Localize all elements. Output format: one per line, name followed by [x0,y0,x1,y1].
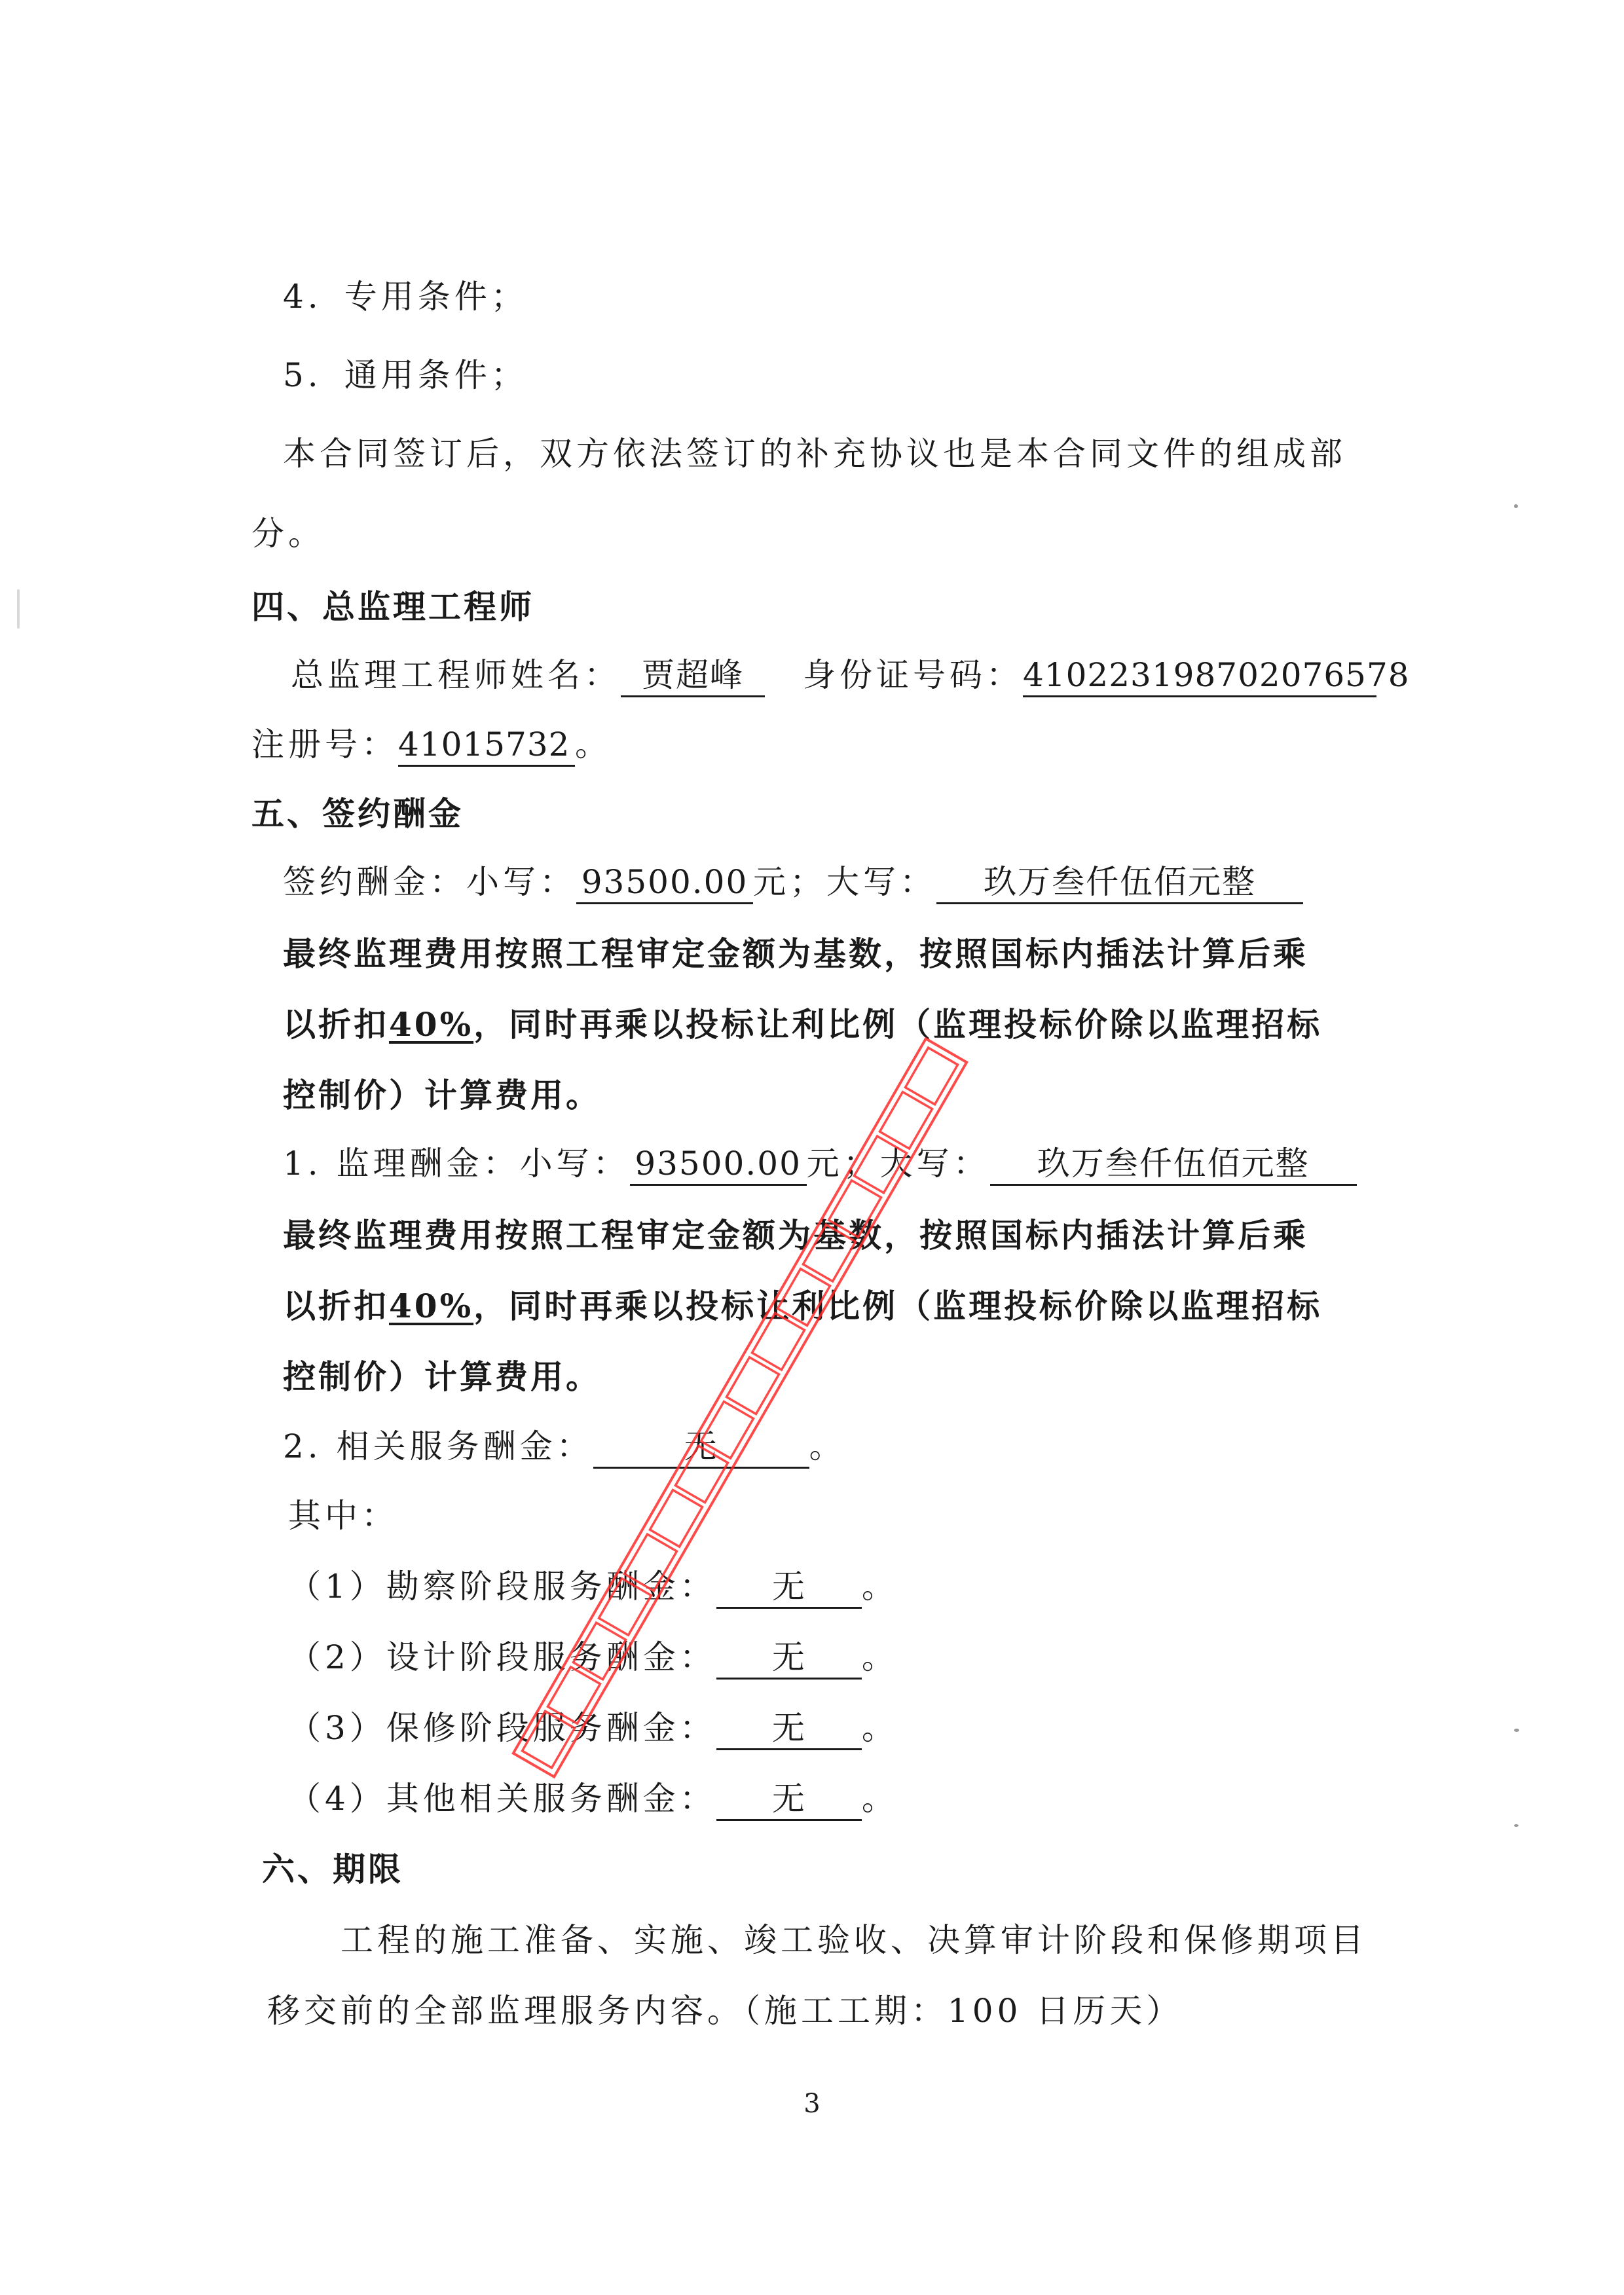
fee-note-2-line-2 [283,1287,1323,1325]
engineer-name-label: 总监理工程师姓名： [291,656,621,694]
related-service-fee-period: 。 [809,1427,846,1465]
page-number: 3 [803,2089,821,2119]
list-number: 4. [283,278,322,316]
contract-fee-line [283,863,1303,904]
registration-period: 。 [575,725,612,763]
supervision-fee-small: 93500.00 [630,1147,807,1186]
fee-note-discount-percent: 40% [389,1005,474,1044]
fee-note-2-discount-percent: 40% [389,1287,474,1325]
fee-note-line-2 [283,1005,1323,1044]
id-number-label: 身份证号码： [803,656,1023,694]
scan-speck [1514,1729,1519,1732]
registration-label: 注册号： [251,725,398,763]
related-service-fee-value: 无 [593,1430,809,1469]
sub-fee-label: （3）保修阶段服务酬金： [288,1709,716,1747]
sub-fee-label: （4）其他相关服务酬金： [288,1780,716,1818]
scan-speck [1514,1824,1519,1827]
sub-fee-period: 。 [861,1780,898,1818]
sub-fee-item [288,1638,898,1680]
sub-fee-item [288,1709,898,1750]
section-heading-chief-engineer: 四、总监理工程师 [251,587,534,626]
list-item [283,278,528,316]
seal-box [879,1092,932,1149]
list-item [283,356,528,394]
sub-fee-item [288,1782,898,1821]
contract-fee-small: 93500.00 [576,866,753,904]
contract-fee-mid: 元；大写： [753,863,936,901]
sub-fee-label: （2）设计阶段服务酬金： [288,1638,716,1676]
registration-line [251,725,612,767]
registration-value: 41015732 [398,728,575,767]
chief-engineer-line [291,656,1410,697]
fee-note-line-1: 最终监理费用按照工程审定金额为基数，按照国标内插法计算后乘 [283,934,1308,973]
list-text: 专用条件； [344,278,528,316]
term-line-1: 工程的施工准备、实施、竣工验收、决算审计阶段和保修期项目 [341,1921,1367,1959]
sub-fee-value: 无 [716,1712,862,1750]
seal-box [650,1490,702,1547]
section-heading-term: 六、期限 [262,1850,403,1888]
supplement-line-2: 分。 [251,515,325,553]
sub-fee-label: （1）勘察阶段服务酬金： [288,1568,716,1606]
seal-box [905,1048,957,1105]
sub-fee-item [288,1570,898,1609]
among-label: 其中： [288,1497,398,1535]
sub-fee-value: 无 [716,1782,862,1821]
fee-note-2-discount-prefix: 以折扣 [283,1287,389,1325]
supervision-fee-line [283,1147,1357,1186]
sub-fee-value: 无 [716,1570,862,1609]
fee-note-2-line-1: 最终监理费用按照工程审定金额为基数，按照国标内插法计算后乘 [283,1216,1308,1255]
scan-speck [1514,504,1518,508]
supervision-fee-label: 1. 监理酬金：小写： [283,1145,630,1183]
contract-fee-label: 签约酬金：小写： [283,863,576,901]
contract-fee-big: 玖万叁仟伍佰元整 [936,866,1303,904]
sub-fee-period: 。 [861,1709,898,1747]
sub-fee-period: 。 [861,1568,898,1606]
term-line-2: 移交前的全部监理服务内容。（施工工期：100 日历天） [267,1992,1183,2030]
related-service-fee-line [283,1427,846,1469]
related-service-fee-label: 2. 相关服务酬金： [283,1427,593,1465]
seal-box [726,1357,779,1414]
sub-fee-period: 。 [861,1638,898,1676]
supervision-fee-mid: 元；大写： [806,1145,990,1183]
supplement-line-1: 本合同签订后，双方依法签订的补充协议也是本合同文件的组成部 [283,435,1346,473]
section-heading-fee: 五、签约酬金 [251,794,464,833]
fee-note-discount-prefix: 以折扣 [283,1005,389,1044]
scan-edge-mark [17,589,20,629]
list-text: 通用条件； [344,356,528,394]
supervision-fee-big: 玖万叁仟伍佰元整 [990,1147,1357,1186]
sub-fee-value: 无 [716,1641,862,1680]
engineer-name-value: 贾超峰 [621,659,765,697]
fee-note-discount-suffix: ，同时再乘以投标让利比例（监理投标价除以监理招标 [473,1005,1323,1044]
fee-note-2-discount-suffix: ，同时再乘以投标让利比例（监理投标价除以监理招标 [473,1287,1323,1325]
fee-note-2-line-3: 控制价）计算费用。 [283,1357,601,1396]
fee-note-line-3: 控制价）计算费用。 [283,1076,601,1114]
list-number: 5. [283,356,322,394]
id-number-value: 410223198702076578 [1023,659,1376,697]
